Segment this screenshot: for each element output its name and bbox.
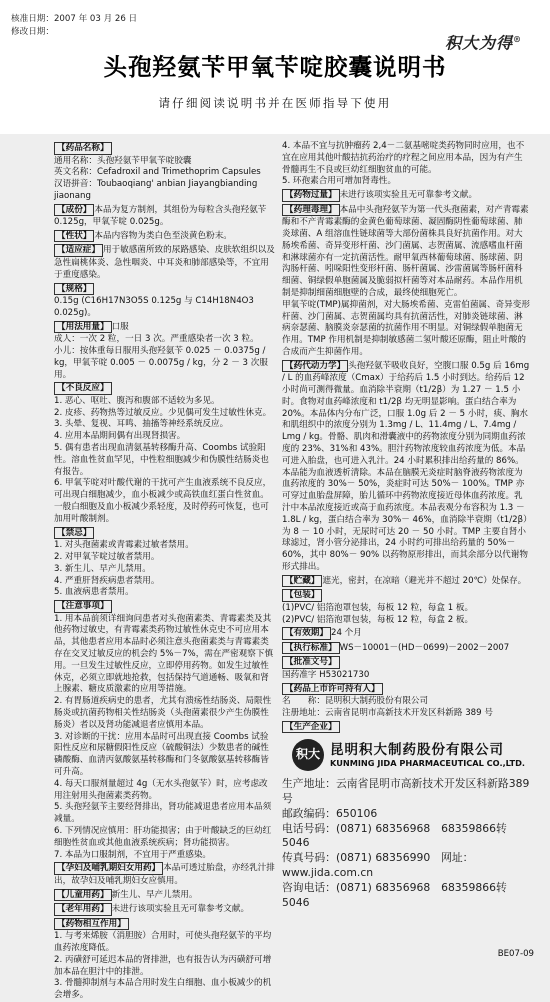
paragraph: 2. 对甲氧苄啶过敏者禁用。 — [54, 551, 160, 562]
paragraph: 名 称：昆明积大制药股份有限公司 — [282, 696, 429, 707]
section — [282, 359, 530, 574]
section — [54, 888, 276, 903]
section — [54, 203, 276, 229]
section-text: 本品为复方制剂，其组份为每粒含头孢羟氨苄 0.125g，甲氧苄啶 0.025g。 — [54, 204, 267, 228]
section-heading: 【适应症】 — [54, 244, 103, 257]
paragraph: 5. 偶有患者出现血清氨基转移酶升高、Coombs 试验阳性。溶血性贫血罕见，中性粒细胞减少和伪膜性结肠炎也有报告。 — [54, 443, 269, 477]
section-heading: 【包装】 — [282, 589, 322, 602]
section — [54, 320, 276, 335]
paragraph: 2. 有胃肠道疾病史的患者，尤其有溃疡性结肠炎、局限性肠炎或抗菌药物相关性结肠炎（头孢菌素很少产生伪膜性肠炎）者以及肾功能减退者应慎用本品。 — [54, 696, 272, 730]
section-heading: 【生产企业】 — [282, 721, 340, 734]
section-heading: 【药物相互作用】 — [54, 918, 129, 931]
paragraph: 汉语拼音：Toubaoqiang' anbian Jiayangbianding jiaonang — [54, 179, 258, 201]
paragraph: 1. 对头孢菌素或青霉素过敏者禁用。 — [54, 540, 194, 551]
section-heading: 【不良反应】 — [54, 382, 112, 395]
section — [282, 203, 530, 300]
paragraph: (1)PVC/ 铝箔泡罩包装，每板 12 粒，每盒 1 板。 — [282, 602, 474, 613]
section-heading: 【用法用量】 — [54, 321, 112, 334]
company-name-en: KUNMING JIDA PHARMACEUTICAL CO.,LTD. — [330, 758, 526, 769]
company-name-cn: 昆明积大制药股份有限公司 — [330, 742, 504, 759]
section-text: 未进行该项实验且无可靠参考文献。 — [339, 190, 478, 201]
section-heading: 【成份】 — [54, 204, 94, 217]
paragraph: 小儿：按体重每日服用头孢羟氨苄 0.025 － 0.0375g / kg，甲氧苄啶 0.005 － 0.0075g / kg，分 2 － 3 次服用。 — [54, 345, 268, 380]
section — [282, 588, 530, 603]
section-text: 本品内容物为类白色至淡黄色粉末。 — [94, 230, 232, 241]
section-text: WS－10001－(HD－0699)－2002－2007 — [339, 642, 510, 653]
section — [54, 141, 276, 156]
paragraph: 7. 本品为口服制剂，不宜用于严重感染。 — [54, 849, 212, 860]
paragraph: 2. 皮疹、药物热等过敏反应。少见偶可发生过敏性休克。 — [54, 407, 272, 418]
section-heading: 【性状】 — [54, 230, 94, 243]
contact-line: 邮政编码：650106 — [282, 806, 378, 820]
section — [282, 682, 530, 697]
contact-line: 电话号码：(0871) 68356968 68359866转5046 — [282, 821, 507, 850]
section-text: 本品中头孢羟氨苄为第一代头孢菌素，对产青霉素酶和不产青霉素酶的金黄色葡萄球菌、凝固酶阴性葡萄球菌、肺炎球菌、A 组溶血性链球菌等大部份菌株具良好抗菌作用。对大肠埃希菌、奇异变形杆菌、沙门菌属、志贺菌属、流感嗜血杆菌和淋球菌亦有一定抗菌活性。耐甲氧西林葡萄球菌、肠球菌、阴沟肠杆菌、吲哚阳性变形杆菌、肠杆菌属、沙雷菌属等肠杆菌科细菌、铜绿假单胞菌属及脆弱拟杆菌等对本品耐药。本品作用机制是抑制细菌细胞壁的合成，最终使细胞死亡。 — [282, 204, 529, 298]
section — [54, 902, 276, 917]
section — [282, 720, 530, 735]
section-heading: 【执行标准】 — [282, 642, 340, 655]
paragraph: 4. 严重肝肾疾病患者禁用。 — [54, 575, 160, 586]
paragraph: 成人：一次 2 粒，一日 3 次。严重感染者一次 3 粒。 — [54, 334, 259, 345]
section-heading: 【规格】 — [54, 283, 94, 296]
paragraph: 注册地址：云南省昆明市高新技术开发区科新路 389 号 — [282, 707, 493, 718]
section-heading: 【药代动力学】 — [282, 360, 348, 373]
paragraph: 5. 环孢素合用可增加肾毒性。 — [282, 176, 397, 187]
section-heading: 【禁忌】 — [54, 527, 94, 540]
contact-line: 传真号码：(0871) 68356990 网址：www.jida.com.cn — [282, 851, 474, 880]
section — [54, 282, 276, 297]
paragraph: 3. 头晕、复视、耳鸣、抽搐等神经系统反应。 — [54, 419, 229, 430]
section-heading: 【老年用药】 — [54, 903, 112, 916]
section — [282, 655, 530, 670]
paragraph: 0.15g (C16H17N3O5S 0.125g 与 C14H18N4O3 0.025g)。 — [54, 296, 254, 318]
section — [54, 917, 276, 932]
section-heading: 【药品上市许可持有人】 — [282, 683, 383, 696]
left-column — [54, 141, 276, 1002]
section — [282, 626, 530, 641]
paragraph: 3. 骨髓抑制剂与本品合用时发生白细胞、血小板减少的机会增多。 — [54, 978, 272, 1001]
section-text: 24 个月 — [330, 628, 362, 639]
paragraph: 4. 应用本品期间偶有出现肾损害。 — [54, 431, 186, 442]
section-heading: 【药理毒理】 — [282, 204, 340, 217]
paragraph: 英文名称：Cefadroxil and Trimethoprim Capsules — [54, 167, 261, 178]
paragraph: 4. 每天口服剂量超过 4g（无水头孢氨苄）时，应考虑改用注射用头孢菌素类药物。 — [54, 778, 268, 801]
right-sections — [282, 141, 530, 734]
section-text: 头孢羟氨苄吸收良好，空腹口服 0.5g 后 16mg / L 的血药峰浓度（Cmax）于给药后 1.5 小时到达。给药后 12 小时尚可测得微量。血消除半衰期（t1/2β）为 1.27 － 1.5 小时。食物对血药峰浓度和 t1/2β 均无明显影响。蛋白结合率为 20%。本品体内分布广泛，口服 1.0g 后 2 － 5 小时，痰、胸水和肌组织中的浓度分别为 1.3mg / L、11.4mg / L、7.4mg / Lmg / kg。骨骼、肌肉和滑囊液中的药物浓度分别为同期血药浓度的 23%、31%和 43%。胆汁药物浓度较血药浓度为低。本品可进入胎盘，也可进入乳汁。24 小时累积排出给药量的 86%。本品能为血液透析清除。本品在脑膜无炎症时脑脊液药物浓度为血药浓度的 30%－ 50%，炎症时可达 50%－ 100%。TMP 亦可穿过血胎盘屏障，胎儿循环中药物浓度接近母体血药浓度。乳汁中本品浓度接近或高于血药浓度。本品表观分布容积为 1.3 － 1.8L / kg，蛋白结合率为 30%－ 46%，血消除半衰期（t1/2β）为 8 － 10 小时，无尿时可达 20 － 50 小时。TMP 主要自肾小球滤过，肾小管分泌排出，24 小时约可排出给药量的 50%－ 60%，其中 80%－ 90% 以药物原形排出，而其余部分以代谢物形式排出。 — [282, 360, 530, 572]
section — [54, 526, 276, 541]
section — [282, 188, 530, 203]
paragraph: 3. 新生儿、早产儿禁用。 — [54, 563, 151, 574]
paragraph: 6. 下列情况应慎用：肝功能损害；由于叶酸缺乏的巨幼红细胞性贫血或其他血液系统疾病；肾功能损害。 — [54, 825, 272, 848]
header — [0, 0, 550, 134]
company-logo-row — [292, 739, 530, 771]
contact-info — [282, 777, 530, 910]
paragraph: 1. 恶心、呕吐、腹泻和腹部不适较为多见。 — [54, 395, 220, 406]
company-logo-icon: 积大 — [292, 739, 324, 771]
section-heading: 【药品名称】 — [54, 142, 112, 155]
document-code: BE07-09 — [497, 949, 534, 960]
leaflet-body — [0, 134, 550, 1001]
section — [54, 599, 276, 614]
paragraph: 通用名称：头孢羟氨苄甲氧苄啶胶囊 — [54, 155, 192, 166]
paragraph: 甲氧苄啶(TMP)属抑菌剂，对大肠埃希菌、克雷伯菌属、奇异变形杆菌、沙门菌属、志贺菌属均具有抗菌活性，对肺炎链球菌、淋病奈瑟菌、脑膜炎奈瑟菌的抗菌作用不明显。对铜绿假单胞菌无作用。TMP 作用机制是抑制敏感菌二氢叶酸还原酶，阻止叶酸的合成而产生抑菌作用。 — [282, 299, 530, 357]
paragraph: 4. 本品不宜与抗肿瘤药 2,4－二氨基嘧啶类药物同时应用，也不宜在应用其他叶酸拮抗药治疗的疗程之间应用本品，因为有产生骨髓再生不良或巨幼红细胞贫血的可能。 — [282, 141, 525, 175]
paragraph: 1. 用本品前须详细询问患者对头孢菌素类、青霉素类及其他药物过敏史，有青霉素类药物过敏性休克史不可应用本品，其他患者应用本品时必须注意头孢菌素类与青霉素类存在交叉过敏反应的机会约 5%－7%，需在严密观察下慎用。一旦发生过敏性反应，立即停用药物。如发生过敏性休克，必须立即就地抢救，包括保持气道通畅、吸氧和肾上腺素、糖皮质激素的应用等措施。 — [54, 613, 274, 695]
revision-date: 修改日期： — [11, 27, 54, 37]
section-heading: 【药物过量】 — [282, 189, 340, 202]
paragraph: 1. 与考来烯胺（消胆胺）合用时，可使头孢羟氨苄的平均血药浓度降低。 — [54, 931, 272, 953]
section-text: 本品可透过胎盘，亦经乳汁排出，故孕妇及哺乳期妇女应慎用。 — [54, 863, 275, 886]
section — [54, 243, 276, 281]
contact-line: 生产地址：云南省昆明市高新技术开发区科新路389号 — [282, 777, 530, 806]
section — [54, 861, 276, 887]
section-heading: 【批准文号】 — [282, 656, 340, 669]
section — [282, 574, 530, 589]
paragraph: 2. 丙磺舒可延迟本品的肾排泄，也有报告认为丙磺舒可增加本品在胆汁中的排泄。 — [54, 954, 272, 977]
paragraph: 6. 甲氧苄啶对叶酸代谢的干扰可产生血液系统不良反应，可出现白细胞减少，血小板减少或高铁血红蛋白性贫血。一般白细胞及血小板减少系轻度，及时停药可恢复，也可加用叶酸制剂。 — [54, 478, 272, 524]
page-title: 头孢羟氨苄甲氧苄啶胶囊说明书 — [103, 53, 447, 81]
paragraph: 国药准字 H53021730 — [282, 669, 370, 680]
contact-line: 咨询电话：(0871) 68356968 68359866转5046 — [282, 880, 507, 909]
section-text: 未进行该项实验且无可靠参考文献。 — [111, 904, 250, 915]
section — [54, 381, 276, 396]
approval-date: 核准日期：2007 年 03 月 26 日 — [11, 14, 138, 24]
paragraph: 5. 头孢羟氨苄主要经肾排出，肾功能减退患者应用本品须减量。 — [54, 802, 272, 825]
section-text: 新生儿、早产儿禁用。 — [111, 889, 198, 900]
brand-logo: 积大为得® — [444, 33, 522, 53]
section-heading: 【注意事项】 — [54, 600, 112, 613]
section-heading: 【贮藏】 — [282, 575, 322, 588]
paragraph: 5. 血液病患者禁用。 — [54, 587, 134, 598]
section-text: 遮光，密封，在凉暗（避光并不超过 20℃）处保存。 — [322, 575, 527, 586]
page-subtitle: 请仔细阅读说明书并在医师指导下使用 — [158, 96, 392, 110]
section-heading: 【儿童用药】 — [54, 889, 112, 902]
section-heading: 【孕妇及哺乳期妇女用药】 — [54, 862, 163, 875]
paragraph: 3. 对诊断的干扰：应用本品时可出现直接 Coombs 试验阳性反应和尿糖假阳性反应（硫酸铜法）少数患者的碱性磷酸酶、血清丙氨酸氨基转移酶和门冬氨酸氨基转移酶皆可升高。 — [54, 731, 269, 777]
section — [282, 641, 530, 656]
section-text: 口服 — [111, 321, 129, 332]
paragraph: (2)PVC/ 铝箔泡罩包装，每板 12 粒，每盒 2 板。 — [282, 614, 474, 625]
section — [54, 229, 276, 244]
section-heading: 【有效期】 — [282, 627, 331, 640]
right-column — [282, 141, 530, 910]
section-text: 用于敏感菌所致的尿路感染、皮肤软组织以及急性扁桃体炎、急性咽炎、中耳炎和肺部感染等，不宜用于重度感染。 — [54, 245, 275, 280]
